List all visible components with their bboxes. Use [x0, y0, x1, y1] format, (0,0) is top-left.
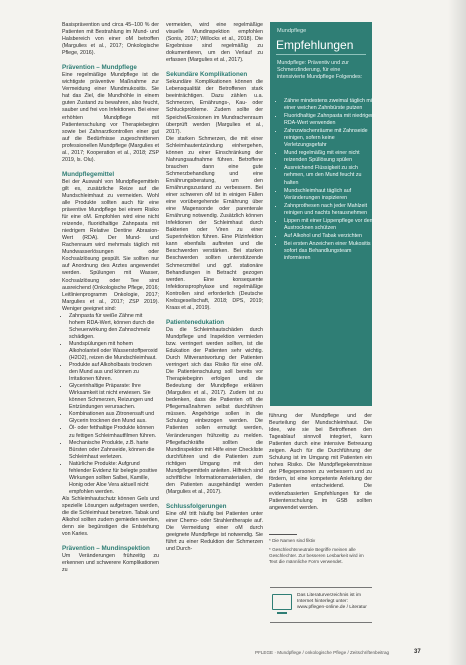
footnote: * Geschlechtsneutrale Begriffe meinen alle Geschlechter. Zur besseren Lesbarkeit wird im Text die männliche Form verwendet. — [269, 547, 364, 564]
text-column-1 — [62, 22, 159, 574]
paragraph: Als Schleimhautschutz können Gels und spezielle Lösungen aufgetragen werden, die die Schleimhaut benetzen. Tabak und Alkohol sollten zudem gemieden werden, denn sie begünstigen die Entstehung von Karies. — [62, 495, 159, 538]
recommendation-item: • Lippen mit einer Lippenpflege vor dem Austrocknen schützen — [284, 218, 376, 232]
paragraph: Bei der Auswahl von Mundpflegemitteln gilt es, zusätzliche Reize auf die Mundschleimhaut zu vermeiden. Wohl alle Produkte sollten auch für eine präventive Mundpflege bei einem Risiko für eine oM. Empfohlen wird eine nicht reizende, fluoridhaltige Zahnpasta mit niedrigem Relative Dentine Abrasion-Wert (RDA). Der Mund- und Rachenraum wird mehrmals täglich mit Mundwasserlösungen oder Kochsalzlösung gespült. Sie sollten nur auf Anordnung des Arztes angewendet werden. Spülungen mit Wasser, Kochsalzlösung oder Tee sind ausreichend (Onkologische Pflege, 2016; Leitlinienprogramm Onkologie, 2017; Margulies et al., 2017; ZSP 2019). Weniger geeignet sind: — [62, 178, 159, 312]
paragraph: führung der Mundpflege und der Beurteilung der Mundschleimhaut. Die Idee, wie sie bei Betroffenen den Tageablauf sinnvoll integriert, kann Patienten durch eine intensive Betreuung zeigen. Auch für die Durchführung der Schulung ist im Umgang mit Patienten ein hohes Risiko. Die Mundpflegekenntnisse der Pflegepersonen zu verbessern und zu fördern, ist eine kompetente Anleitung der Patienten entscheidend. Die evidenzbasierten Empfehlungen für die Patientenschulung im GSB sollten angewendet werden. — [269, 413, 372, 511]
page-footer — [0, 648, 466, 660]
recommendation-item: • Mundschleimhaut täglich auf Veränderungen inspizieren — [284, 188, 376, 202]
box-title: Empfehlungen — [276, 38, 354, 52]
box-kicker: Mundpflege — [277, 28, 307, 34]
box-divider — [276, 54, 366, 55]
list-item: • Kombinationen aus Zitronensaft und Glycerin trocknen den Mund aus. — [69, 411, 159, 425]
recommendation-item: • Bei ersten Anzeichen einer Mukositis sofort das Behandlungsteam informieren — [284, 241, 376, 262]
list-item: • Natürliche Produkte: Aufgrund fehlender Evidenz für belegte positive Wirkungen sollten Salbei, Kamille, Honig oder Aloe Vera aktuell nicht empfohlen werden. — [69, 461, 159, 496]
text-column-3 — [269, 413, 372, 512]
list-item: • Öl- oder fetthaltige Produkte können zu fettigen Schleimhautfilmen führen. — [69, 425, 159, 439]
recommendation-list — [277, 98, 376, 263]
paragraph: vermeiden, wird eine regelmäßige visuelle Mundinspektion empfohlen (Sonis, 2017; Willocks et al., 2018). Die Ergebnisse sind regelmäßig zu dokumentieren, um den Verlauf zu erfassen (Margulies et al., 2017). — [166, 22, 263, 64]
web-reference-text: Das Literaturverzeichnis ist im Internet hinterlegt unter: www.pflegen-online.de / Literatur — [297, 593, 367, 611]
recommendation-item: • Zahnzwischenräume mit Zahnseide reinigen, sofern keine Verletzungsgefahr — [284, 128, 376, 149]
footnote-divider — [269, 534, 297, 535]
section-heading: Prävention – Mundinspektion — [62, 545, 150, 553]
recommendation-item: • Auf Alkohol und Tabak verzichten — [284, 233, 376, 240]
recommendation-item: • Fluoridhaltige Zahnpasta mit niedrigem RDA-Wert verwenden — [284, 113, 376, 127]
recommendation-item: • Mund regelmäßig mit einer nicht reizenden Spüllösung spülen — [284, 150, 376, 164]
recommendation-item: • Zähne mindestens zweimal täglich mit einer weichen Zahnbürste putzen — [284, 98, 376, 112]
monitor-icon — [272, 594, 292, 610]
recommendation-item: • Ausreichend Flüssigkeit zu sich nehmen, um den Mund feucht zu halten — [284, 165, 376, 186]
paragraph: Sekundäre Komplikationen können die Lebensqualität der Betroffenen stark beeinträchtigen. Dazu zählen u.a. Schmerzen, Ernährungs-, Kau- oder Schluckprobleme. Zudem sollte der Speichel/Erosionen im Mundrachenraum überprüft werden (Margulies et al., 2017). — [166, 79, 263, 135]
section-heading: Mundpflegemittel — [62, 170, 115, 178]
list-item: • Mechanische Produkte, z.B. harte Bürsten oder Zahnseide, können die Schleimhaut verletzen. — [69, 440, 159, 461]
text-column-2 — [166, 22, 263, 553]
section-heading: Patientenedukation — [166, 318, 225, 326]
bullet-list — [62, 313, 159, 496]
page-number: 37 — [414, 649, 421, 655]
recommendation-item: • Zahnprothesen nach jeder Mahlzeit reinigen und nachts herausnehmen — [284, 203, 376, 217]
box-intro: Mundpflege: Präventiv und zur Schmerzlinderung, für eine intensivierte Mundpflege Folgendes: — [277, 60, 363, 81]
list-item: • Zahnpasta für weiße Zähne mit hohem RDA-Wert, können durch die Scheuerwirkung den Zahnschmelz schädigen. — [69, 313, 159, 341]
paragraph: Die starken Schmerzen, die mit einer Schleimhautentzündung einhergehen, können zu einer Einschränkung der Nahrungsaufnahme führen. Betroffene brauchen dann eine gute Schmerzbehandlung und eine Ernährungsberatung, um den Ernährungszustand zu verbessern. Bei einer schweren oM ist in einigen Fällen eine vorübergehende Ernährung über eine Magensonde oder parenterale Ernährung notwendig. Zusätzlich können Infektionen der Schleimhaut durch Bakterien oder Viren zu einer Superinfektion führen. Eine Pilzinfektion kann ebenfalls auftreten und die Beschwerden verstärken. Bei starken Beschwerden sollten unterstützende Schmerzmittel und ggf. stationäre Behandlungen in Betracht gezogen werden. Eine konsequente Infektionsprophylaxe und regelmäßige Kontrollen sind erforderlich (Deutsche Krebsgesellschaft, 2018; DPS, 2019; Kraas et al., 2019). — [166, 135, 263, 311]
paragraph: Um Veränderungen frühzeitig zu erkennen und schwerere Komplikationen zu — [62, 553, 159, 574]
paragraph: Eine oM tritt häufig bei Patienten unter einer Chemo- oder Strahlentherapie auf. Die Vermeidung einer oM durch geeignete Mundpflege ist notwendig. Sie führt zu einer Reduktion der Schmerzen und Durch- — [166, 510, 263, 553]
recommendations-box — [270, 22, 376, 406]
paragraph: Da die Schleimhautschäden durch Mundpflege und Inspektion vermieden bzw. verringert werden sollten, ist die Edukation der Patienten sehr wichtig. Durch Mitverantwortung der Patienten verringert sich das Risiko für eine oM. Die Patientenschulung soll bereits vor Therapiebeginn erfolgen und die Bedeutung der Mundpflege erklären (Margulies et al., 2017). Zudem ist zu bedenken, dass die Patienten oft die Pflegemaßnahmen selbst durchführen müssen. Angehörige sollen in die Schulung einbezogen werden. Die Patienten sollen ermutigt werden, Veränderungen frühzeitig zu melden. Pflegefachkräfte sollten die Mundinspektion mit Hilfe einer Checkliste durchführen und die Patienten zum richtigen Umgang mit den Mundpflegemitteln anleiten. Hilfreich sind schriftliche Informationsmaterialien, die den Patienten ausgehändigt werden (Margulies et al., 2017). — [166, 326, 263, 495]
paragraph: Eine regelmäßige Mundpflege ist die wichtigste präventive Maßnahme zur Vermeidung einer Mundmukositis. Sie hat das Ziel, die Mundhöhle in einem guten Zustand zu bewahren, also feucht, sauber und frei von Infektionen. Bei einer erhöhten Mundpflege mit Patientenschulung vor Therapiebeginn sowie bei Zahnarztkontrollen einer gut auf die Bedürfnisse zugeschnittenen professionellen Mundpflege (Margulies et al., 2017; Kooperation et al., 2018; ZSP 2019, ls. Olu). — [62, 72, 159, 163]
footnote: * Die Namen sind fiktiv — [269, 538, 316, 543]
list-item: • Produkte auf Alkoholbasis trocknen den Mund aus und können zu Irritationen führen. — [69, 362, 159, 383]
web-reference — [270, 587, 372, 623]
section-heading: Prävention – Mundpflege — [62, 64, 137, 72]
list-item: • Mundspülungen mit hohem Alkoholanteil oder Wasserstoffperoxid (H2O2), reizen die Mundschleimhaut. — [69, 341, 159, 362]
section-heading: Schlussfolgerungen — [166, 502, 227, 510]
list-item: • Glycerinhaltige Präparate: Ihre Wirksamkeit ist nicht erwiesen. Sie können Schmerzen, Reizungen und Entzündungen verursachen. — [69, 383, 159, 411]
paragraph: Basisprävention und circa 45–100 % der Patienten mit Bestrahlung im Mund- und Halsbereich von einer oM betroffen (Margulies et al., 2017; Onkologische Pflege, 2016). — [62, 22, 159, 57]
footer-text: PFLEGE · Mundpflege / onkologische Pflege / Zeitschriftenbeitrag — [255, 650, 390, 655]
section-heading: Sekundäre Komplikationen — [166, 71, 248, 79]
page-shadow — [448, 0, 466, 665]
